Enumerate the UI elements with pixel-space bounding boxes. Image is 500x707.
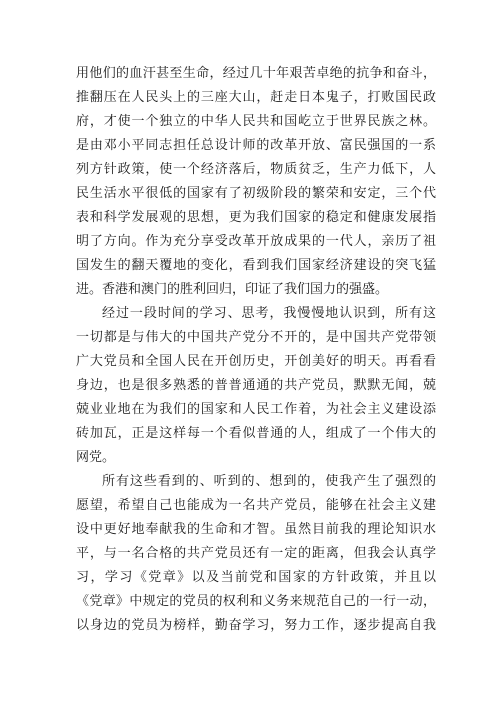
text-line: 经过一段时间的学习、思考，我慢慢地认识到，所有这	[102, 306, 436, 321]
text-line: 砖加瓦，正是这样每一个看似普通的人，组成了一个伟大的	[76, 426, 436, 441]
text-line: 《党章》中规定的党员的权利和义务来规范自己的一行一动，	[76, 594, 436, 609]
text-line: 府，才使一个独立的中华人民共和国屹立于世界民族之林。	[76, 114, 436, 129]
text-line: 是由邓小平同志担任总设计师的改革开放、富民强国的一系	[76, 138, 436, 153]
text-line: 用他们的血汗甚至生命，经过几十年艰苦卓绝的抗争和奋斗，	[76, 66, 436, 81]
text-line: 一切都是与伟大的中国共产党分不开的，是中国共产党带领	[76, 330, 436, 345]
text-line: 身边，也是很多熟悉的普普通通的共产党员，默默无闻，兢	[76, 378, 436, 393]
text-line: 表和科学发展观的思想，更为我们国家的稳定和健康发展指	[76, 210, 436, 225]
paragraph-1	[76, 62, 436, 302]
text-line: 所有这些看到的、听到的、想到的，使我产生了强烈的	[102, 474, 436, 489]
text-line: 习，学习《党章》以及当前党和国家的方针政策，并且以	[76, 570, 436, 585]
text-line: 设中更好地奉献我的生命和才智。虽然目前我的理论知识水	[76, 522, 436, 537]
paragraph-2	[76, 302, 436, 470]
text-line: 兢业业地在为我们的国家和人民工作着，为社会主义建设添	[76, 402, 436, 417]
paragraph-3	[76, 470, 436, 638]
text-line: 平，与一名合格的共产党员还有一定的距离，但我会认真学	[76, 546, 436, 561]
text-line: 网党。	[76, 450, 116, 465]
text-line: 推翻压在人民头上的三座大山，赶走日本鬼子，打败国民政	[76, 90, 436, 105]
text-line: 以身边的党员为榜样，勤奋学习，努力工作，逐步提高自我	[76, 618, 436, 633]
text-line: 进。香港和澳门的胜利回归，印证了我们国力的强盛。	[76, 282, 389, 297]
text-line: 民生活水平很低的国家有了初级阶段的繁荣和安定，三个代	[76, 186, 436, 201]
text-line: 广大党员和全国人民在开创历史，开创美好的明天。再看看	[76, 354, 436, 369]
text-line: 列方针政策，使一个经济落后，物质贫乏，生产力低下，人	[76, 162, 436, 177]
text-line: 明了方向。作为充分享受改革开放成果的一代人，亲历了祖	[76, 234, 436, 249]
text-line: 愿望，希望自己也能成为一名共产党员，能够在社会主义建	[76, 498, 436, 513]
document-body	[76, 62, 436, 638]
text-line: 国发生的翻天覆地的变化，看到我们国家经济建设的突飞猛	[76, 258, 436, 273]
